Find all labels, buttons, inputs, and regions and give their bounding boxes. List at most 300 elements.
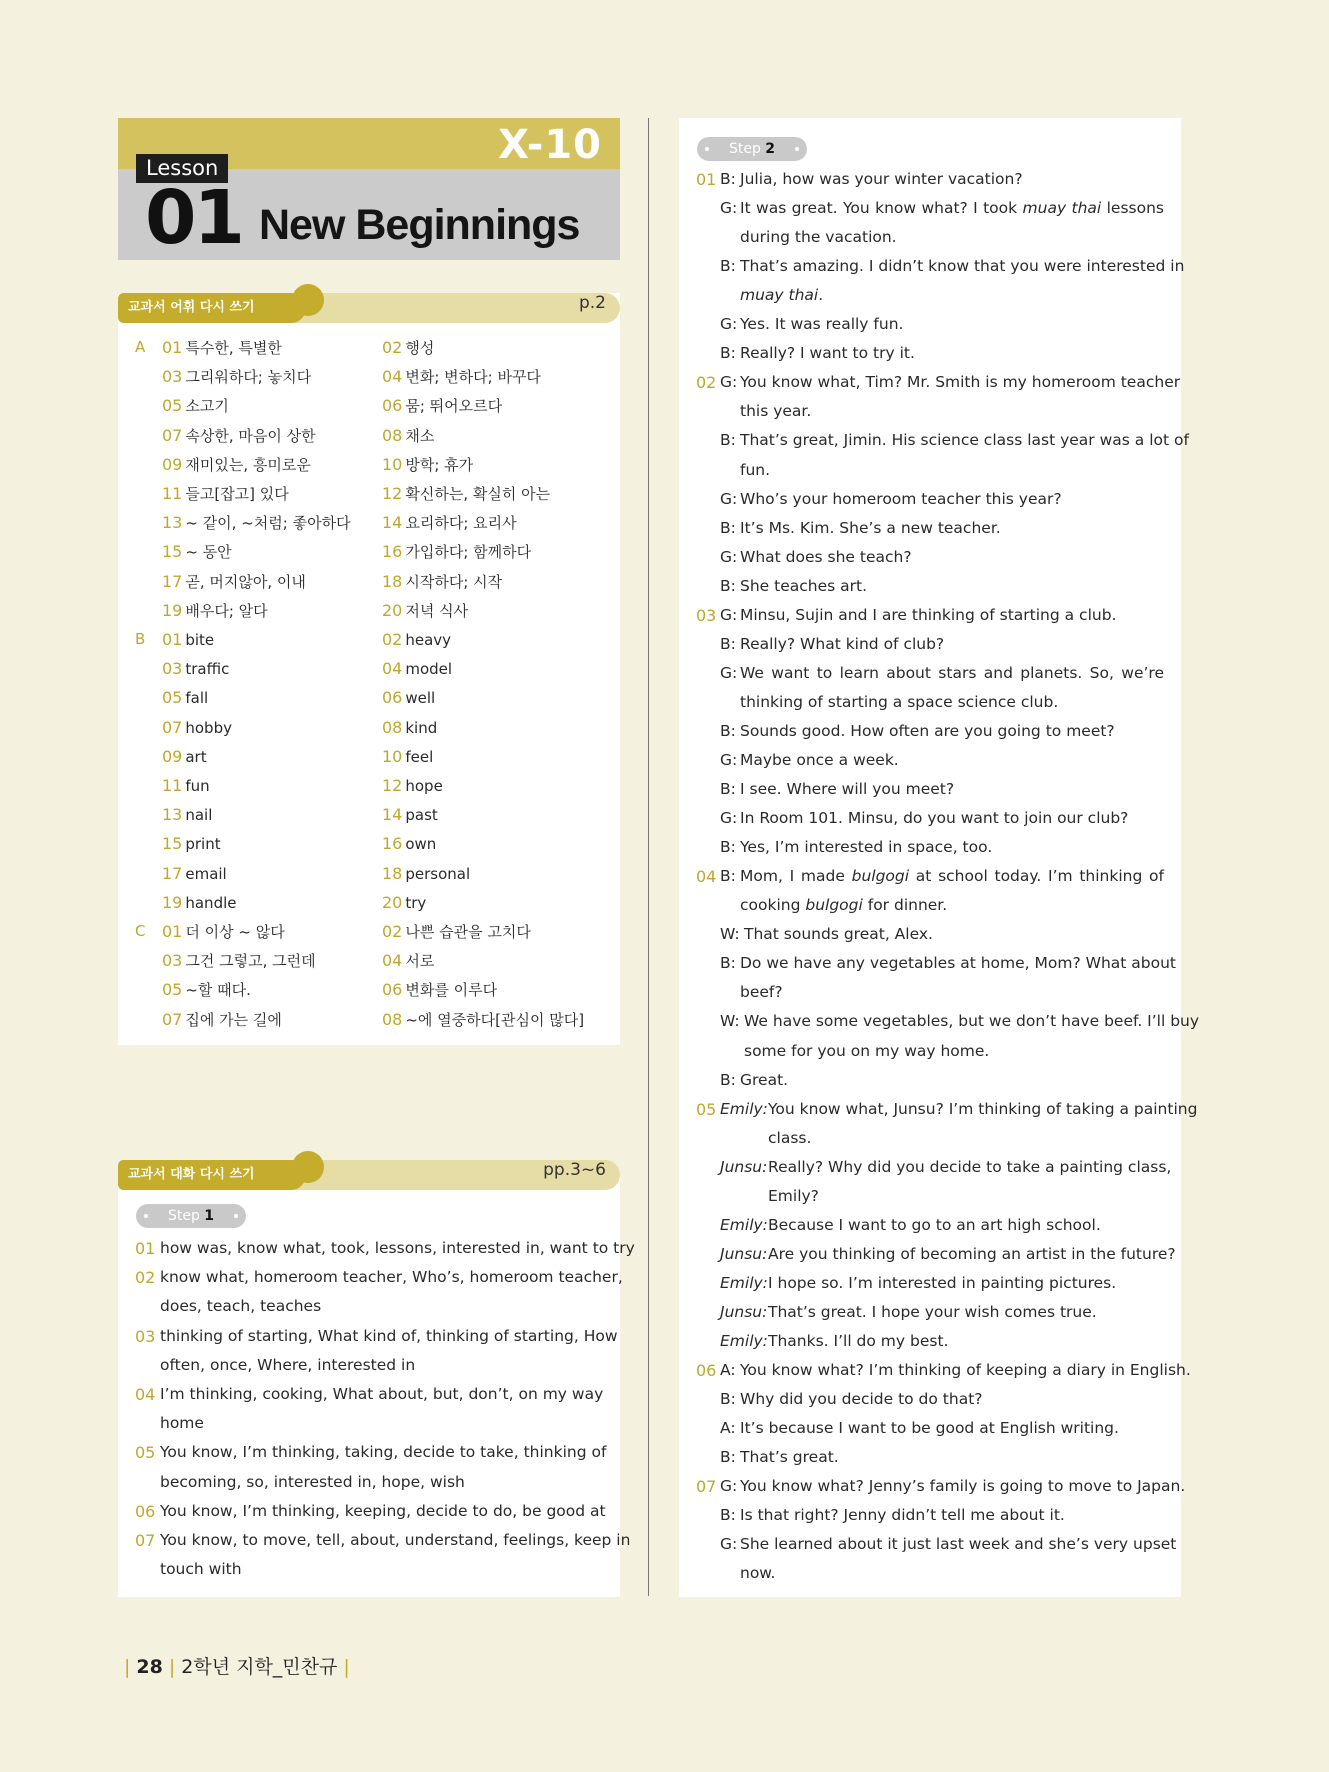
vocab-item: [382, 771, 443, 801]
dialogue-line: [696, 949, 1176, 978]
badge-dot-icon: [705, 147, 709, 151]
vocab-item-number: 06: [382, 396, 403, 416]
vocab-row: [133, 800, 613, 829]
vocab-item-text: nail: [185, 806, 213, 825]
speaker-label: Junsu:: [720, 1244, 768, 1263]
line-text: You know, I’m thinking, taking, decide to take, thinking of: [160, 1443, 607, 1462]
dialogue-line: [696, 1066, 1164, 1095]
vocab-item-text: 뭄; 뛰어오르다: [405, 397, 503, 416]
vocab-item: [382, 537, 531, 567]
dialogue-text: You know what, Junsu? I’m thinking of taking a painting: [768, 1099, 1198, 1118]
vocab-item: [162, 479, 289, 509]
dialogue-line: [696, 1153, 1172, 1182]
vocab-item-number: 04: [382, 659, 403, 679]
vocab-item-number: 08: [382, 717, 403, 737]
vocab-item-text: own: [405, 835, 437, 854]
speaker-label: B:: [720, 954, 736, 973]
vocab-row: [133, 362, 613, 391]
vocab-item-text: 들고[잡고] 있다: [185, 485, 289, 503]
step2-number: 2: [765, 141, 776, 157]
vocab-item-number: 10: [382, 746, 403, 766]
line-text: how was, know what, took, lessons, interested in, want to try: [160, 1239, 635, 1257]
dialogue-text: She teaches art.: [740, 576, 867, 595]
vocab-item-number: 16: [382, 542, 403, 562]
speaker-label: Emily:: [720, 1099, 768, 1118]
vocab-item: [162, 742, 207, 772]
badge-dot-icon: [795, 147, 799, 151]
vocab-item: [382, 567, 502, 597]
dialogue-text: beef?: [740, 983, 783, 1002]
vocab-item: [382, 654, 452, 684]
step1-line: [135, 1351, 603, 1380]
vocab-item: [162, 800, 212, 830]
dialogue-text: Because I want to go to an art high school.: [768, 1215, 1101, 1234]
vocab-item-text: 행성: [405, 339, 435, 357]
dialogue-text: You know what, Tim? Mr. Smith is my homeroom teacher: [740, 373, 1181, 392]
vocab-item-text: print: [185, 835, 221, 854]
vocab-row: [133, 508, 613, 537]
vocab-item-text: ~ 같이, ~처럼; 좋아하다: [185, 514, 351, 533]
dialogue-line: [696, 543, 1164, 572]
vocab-item-text: ~ 동안: [185, 543, 232, 562]
dialogue-text: cooking bulgogi for dinner.: [740, 896, 948, 915]
dialogue-line: [696, 804, 1164, 833]
dialogue-text: That’s great, Jimin. His science class last year was a lot of: [740, 431, 1189, 450]
speaker-label: Junsu:: [720, 1157, 768, 1176]
speaker-label: W:: [720, 1012, 740, 1031]
vocab-item-number: 19: [162, 892, 183, 912]
dialogue-line: [696, 165, 1164, 194]
dialogue-line: [696, 1530, 1177, 1559]
speaker-label: A:: [720, 1361, 736, 1380]
vocab-row: [133, 771, 613, 800]
vocab-item-number: 12: [382, 484, 403, 503]
vocab-item: [382, 362, 541, 392]
vocab-item: [382, 800, 438, 830]
step1-label: Step: [167, 1208, 200, 1224]
vocab-item-number: 02: [382, 630, 403, 649]
vocab-item-number: 12: [382, 776, 403, 795]
vocab-row: [133, 683, 613, 712]
dialogue-line: [696, 514, 1164, 543]
dialogue-text: Who’s your homeroom teacher this year?: [740, 489, 1062, 508]
vocab-item: [162, 450, 311, 480]
vocab-item-text: well: [405, 689, 436, 708]
vocab-item-text: 배우다; 알다: [185, 601, 268, 620]
speaker-label: B:: [720, 867, 736, 886]
dialogue-line: [696, 1095, 1198, 1124]
vocab-item-text: 그리워하다; 놓치다: [185, 368, 312, 387]
vocab-item-text: fall: [185, 689, 209, 708]
vocab-item-number: 01: [162, 922, 183, 941]
dialogue-text: some for you on my way home.: [744, 1041, 990, 1060]
dialogue-line: [696, 1298, 1164, 1327]
vocab-item-text: 재미있는, 흥미로운: [185, 455, 311, 474]
dialogue-text: thinking of starting a space science club.: [740, 692, 1059, 711]
vocab-item: [382, 917, 531, 947]
vocab-item-number: 03: [162, 659, 183, 679]
vocab-item-number: 02: [382, 338, 403, 357]
vocab-item-number: 18: [382, 571, 403, 591]
line-text: does, teach, teaches: [160, 1297, 322, 1316]
vocab-item-number: 01: [162, 630, 183, 649]
vocab-section-band: [118, 293, 620, 323]
vocab-item-number: 11: [162, 776, 183, 795]
vocab-item-text: past: [405, 806, 438, 825]
speaker-label: B:: [720, 721, 736, 740]
vocab-item-number: 03: [162, 367, 183, 387]
vocab-item-number: 20: [382, 600, 403, 620]
dialogue-line: [696, 281, 1164, 310]
dialogue-line: [696, 223, 1164, 252]
dialogue-number: 03: [696, 605, 717, 625]
dialogue-line: [696, 1501, 1164, 1530]
speaker-label: Emily:: [720, 1215, 768, 1234]
dialogue-text: Thanks. I’ll do my best.: [768, 1332, 949, 1350]
dialogue-text: I hope so. I’m interested in painting pictures.: [768, 1273, 1117, 1292]
vocab-item-text: 집에 가는 길에: [185, 1010, 282, 1029]
line-text: You know, to move, tell, about, understand, feelings, keep in: [160, 1531, 631, 1549]
dialogue-number: 02: [696, 373, 717, 393]
dialogue-number: 07: [696, 1477, 717, 1497]
dialogue-text: In Room 101. Minsu, do you want to join our club?: [740, 809, 1129, 828]
vocab-row: [133, 975, 613, 1004]
vocab-item-number: 02: [382, 922, 403, 941]
vocab-item-number: 08: [382, 425, 403, 445]
vocab-page-ref: p.2: [578, 293, 606, 313]
vocab-item: [162, 859, 227, 889]
dialogue-number: 04: [696, 867, 717, 887]
step1-line: [135, 1468, 603, 1497]
dialogue-text: muay thai.: [740, 286, 824, 305]
vocab-item-number: 15: [162, 542, 183, 562]
dialogue-text: Emily?: [768, 1186, 819, 1205]
dialogue-text: Mom, I made bulgogi at school today. I’m thinking of: [740, 867, 1164, 886]
dialogue-line: [696, 1037, 1164, 1066]
vocab-row: [133, 946, 613, 975]
vocab-row: [133, 567, 613, 596]
vocab-item-text: 곧, 머지않아, 이내: [185, 572, 306, 591]
dialogue-line: [696, 1124, 1164, 1153]
speaker-label: G:: [720, 605, 738, 624]
vocab-item: [382, 450, 473, 480]
vocab-item: [162, 771, 210, 801]
dialogue-text: Maybe once a week.: [740, 751, 899, 769]
vocab-item-number: 05: [162, 396, 183, 416]
vocab-item: [162, 362, 311, 392]
step1-line: [135, 1555, 603, 1584]
lesson-code: X-10: [498, 122, 602, 168]
dialogue-line: [696, 252, 1185, 281]
vocab-item-number: 07: [162, 1009, 183, 1029]
step2-badge: [697, 137, 807, 161]
vocab-section-letter: B: [135, 630, 146, 648]
vocab-item: [162, 683, 208, 713]
vocab-item-text: personal: [405, 864, 471, 883]
vocab-row: [133, 421, 613, 450]
vocab-item-text: ~에 열중하다[관심이 많다]: [405, 1010, 585, 1029]
line-number: 02: [135, 1268, 156, 1288]
dialogue-text: Really? I want to try it.: [740, 344, 915, 363]
vocab-item-number: 07: [162, 425, 183, 445]
vocab-item: [162, 1005, 282, 1035]
speaker-label: B:: [720, 344, 736, 363]
vocab-item-text: 그건 그렇고, 그런데: [185, 952, 316, 971]
vocab-row: [133, 917, 613, 946]
vocab-item-number: 01: [162, 338, 183, 357]
line-text: becoming, so, interested in, hope, wish: [160, 1472, 465, 1491]
dialogue-text: That’s great.: [740, 1448, 839, 1467]
dialog-section-band: [118, 1160, 620, 1190]
vocab-item-text: handle: [185, 893, 237, 912]
dialog-section-label: 교과서 대화 다시 쓰기: [118, 1160, 306, 1190]
dialogue-text: this year.: [740, 402, 812, 421]
vocab-item-text: art: [185, 747, 207, 766]
speaker-label: B:: [720, 431, 736, 450]
dialogue-text: now.: [740, 1564, 776, 1583]
dialogue-number: 01: [696, 170, 717, 189]
speaker-label: B:: [720, 518, 736, 537]
vocab-row: [133, 596, 613, 625]
dialogue-text: Really? Why did you decide to take a painting class,: [768, 1157, 1172, 1176]
dialogue-text: That’s amazing. I didn’t know that you were interested in: [740, 257, 1185, 276]
vocab-item: [382, 742, 433, 772]
step1-line: [135, 1438, 607, 1467]
vocab-item: [382, 508, 517, 538]
dialogue-line: [696, 456, 1164, 485]
vocab-item-text: 서로: [405, 952, 435, 971]
vocab-item-number: 17: [162, 571, 183, 591]
vocab-item-number: 15: [162, 834, 183, 854]
line-text: home: [160, 1414, 204, 1433]
dialogue-text: Sounds good. How often are you going to meet?: [740, 721, 1115, 740]
line-number: 07: [135, 1531, 156, 1550]
vocab-item-number: 19: [162, 600, 183, 620]
vocab-item-text: hope: [405, 777, 443, 795]
step1-line: [135, 1292, 603, 1321]
dialogue-line: [696, 1182, 1164, 1211]
dialogue-text: What does she teach?: [740, 547, 912, 566]
line-text: thinking of starting, What kind of, thinking of starting, How: [160, 1326, 618, 1345]
vocab-item: [382, 975, 497, 1005]
vocab-row: [133, 1005, 613, 1034]
dialogue-line: [696, 339, 1164, 368]
speaker-label: Emily:: [720, 1273, 768, 1292]
vocab-item: [382, 625, 451, 655]
dialogue-text: You know what? I’m thinking of keeping a diary in English.: [740, 1361, 1191, 1380]
speaker-label: B:: [720, 838, 736, 857]
vocab-row: [133, 333, 613, 362]
vocab-item-number: 06: [382, 980, 403, 1000]
speaker-label: G:: [720, 1477, 738, 1496]
vocab-item-text: 요리하다; 요리사: [405, 514, 517, 533]
vocab-item-number: 03: [162, 951, 183, 971]
speaker-label: B:: [720, 780, 736, 799]
dialogue-line: [696, 833, 1164, 862]
page-number: 28: [136, 1656, 163, 1678]
vocab-item: [162, 917, 285, 947]
dialogue-line: [696, 775, 1164, 804]
dialogue-text: during the vacation.: [740, 228, 897, 247]
speaker-label: B:: [720, 1506, 736, 1525]
vocab-item-number: 09: [162, 746, 183, 766]
speaker-label: G:: [720, 489, 738, 508]
vocab-row: [133, 888, 613, 917]
vocab-row: [133, 713, 613, 742]
vocab-item-number: 08: [382, 1009, 403, 1029]
dialogue-line: [696, 978, 1164, 1007]
dialogue-line: [696, 310, 1164, 339]
vocab-item: [162, 946, 316, 976]
band-dot-icon: [292, 1151, 324, 1183]
dialogue-text: That sounds great, Alex.: [744, 925, 933, 944]
dialogue-line: [696, 572, 1164, 601]
dialogue-line: [696, 746, 1164, 775]
speaker-label: G:: [720, 199, 738, 218]
vocab-item-text: email: [185, 864, 227, 883]
speaker-label: G:: [720, 751, 738, 769]
dialogue-text: Yes. It was really fun.: [740, 315, 904, 334]
dialogue-text: Do we have any vegetables at home, Mom? What about: [740, 954, 1176, 973]
vocab-item-number: 04: [382, 367, 403, 387]
vocab-row: [133, 391, 613, 420]
vocab-item-text: 채소: [405, 426, 435, 445]
vocab-row: [133, 829, 613, 858]
vocab-item-number: 07: [162, 717, 183, 737]
speaker-label: B:: [720, 634, 736, 653]
vocab-item-text: ~할 때다.: [185, 981, 251, 1000]
dialogue-line: [696, 368, 1181, 397]
line-number: 01: [135, 1239, 156, 1258]
vocab-item-number: 17: [162, 863, 183, 883]
vocab-item-text: try: [405, 893, 427, 912]
vocab-item: [382, 479, 550, 509]
vocab-item: [382, 391, 502, 421]
line-text: You know, I’m thinking, keeping, decide to do, be good at: [160, 1501, 606, 1520]
dialogue-line: [696, 194, 1164, 223]
dialogue-text: class.: [768, 1128, 812, 1147]
step1-number: 1: [204, 1208, 215, 1224]
vocab-item-text: hobby: [185, 718, 232, 737]
vocab-item: [162, 975, 251, 1005]
dialogue-text: You know what? Jenny’s family is going to move to Japan.: [740, 1477, 1186, 1496]
line-text: often, once, Where, interested in: [160, 1355, 416, 1374]
dialog-page-ref: pp.3~6: [543, 1160, 606, 1180]
vocab-item: [162, 421, 316, 451]
dialogue-text: It’s because I want to be good at English writing.: [740, 1419, 1119, 1438]
vocab-row: [133, 742, 613, 771]
speaker-label: B:: [720, 1070, 736, 1089]
vocab-item-text: bite: [185, 631, 215, 649]
step1-line: [135, 1497, 606, 1526]
dialogue-line: [696, 1356, 1191, 1385]
vocab-item: [382, 333, 434, 363]
speaker-label: G:: [720, 809, 738, 828]
dialogue-text: We want to learn about stars and planets. So, we’re: [740, 663, 1164, 682]
dialogue-text: That’s great. I hope your wish comes true.: [768, 1302, 1097, 1321]
vocab-item-text: model: [405, 660, 453, 679]
lesson-number: 01: [145, 175, 242, 261]
dialogue-line: [696, 659, 1164, 688]
dialogue-line: [696, 1414, 1164, 1443]
vocab-item-number: 14: [382, 513, 403, 533]
lesson-title: New Beginnings: [259, 201, 580, 249]
vocab-item: [382, 713, 437, 743]
vocab-item: [162, 567, 306, 597]
vocab-item: [162, 888, 236, 918]
speaker-label: B:: [720, 576, 736, 595]
dialogue-text: Why did you decide to do that?: [740, 1390, 983, 1409]
badge-dot-icon: [144, 1214, 148, 1218]
vocab-item: [382, 683, 435, 713]
dialogue-text: She learned about it just last week and she’s very upset: [740, 1535, 1177, 1554]
vocab-item: [162, 333, 282, 363]
line-number: 04: [135, 1385, 156, 1404]
dialogue-text: Minsu, Sujin and I are thinking of starting a club.: [740, 605, 1117, 624]
vocab-item-number: 11: [162, 484, 183, 503]
speaker-label: B:: [720, 257, 736, 276]
dialogue-line: [696, 485, 1164, 514]
vocab-item: [382, 421, 434, 451]
vocab-item-number: 10: [382, 454, 403, 474]
dialogue-line: [696, 891, 1164, 920]
speaker-label: G:: [720, 547, 738, 566]
line-number: 06: [135, 1501, 156, 1521]
dialogue-line: [696, 397, 1164, 426]
vocab-item-text: kind: [405, 718, 438, 737]
dialogue-line: [696, 1240, 1176, 1269]
vocab-item-text: traffic: [185, 660, 230, 679]
vocab-item-number: 05: [162, 980, 183, 1000]
dialogue-line: [696, 1211, 1164, 1240]
vocab-item-number: 16: [382, 834, 403, 854]
dialogue-text: Really? What kind of club?: [740, 634, 945, 653]
vocab-row: [133, 450, 613, 479]
speaker-label: G:: [720, 373, 738, 392]
vocab-item-text: 나쁜 습관을 고치다: [405, 923, 531, 941]
vocab-row: [133, 859, 613, 888]
dialogue-number: 05: [696, 1099, 717, 1119]
step1-line: [135, 1409, 603, 1438]
vocab-item: [162, 713, 232, 743]
vocab-item-text: 방학; 휴가: [405, 455, 474, 474]
vocab-item-number: 05: [162, 688, 183, 708]
vocab-item-text: 변화; 변하다; 바꾸다: [405, 368, 541, 387]
line-text: know what, homeroom teacher, Who’s, homeroom teacher,: [160, 1268, 623, 1287]
dialogue-line: [696, 1472, 1186, 1501]
line-text: I’m thinking, cooking, What about, but, don’t, on my way: [160, 1385, 604, 1403]
vocab-item-text: feel: [405, 747, 434, 766]
speaker-label: G:: [720, 1535, 738, 1554]
vocab-item: [162, 596, 268, 626]
dialogue-line: [696, 717, 1164, 746]
dialogue-line: [696, 1327, 1164, 1356]
vocab-item: [382, 829, 436, 859]
speaker-label: B:: [720, 1448, 736, 1467]
vocab-row: [133, 537, 613, 566]
dialogue-line: [696, 688, 1164, 717]
step1-badge: [136, 1204, 246, 1228]
line-text: touch with: [160, 1560, 242, 1579]
vocab-item-number: 06: [382, 688, 403, 708]
vocab-row: [133, 479, 613, 508]
line-number: 03: [135, 1326, 156, 1346]
speaker-label: Junsu:: [720, 1302, 768, 1321]
vocab-item: [162, 391, 229, 421]
vocab-item-number: 13: [162, 513, 183, 533]
vocab-section-label: 교과서 어휘 다시 쓰기: [118, 293, 306, 323]
column-divider: [648, 118, 649, 1596]
